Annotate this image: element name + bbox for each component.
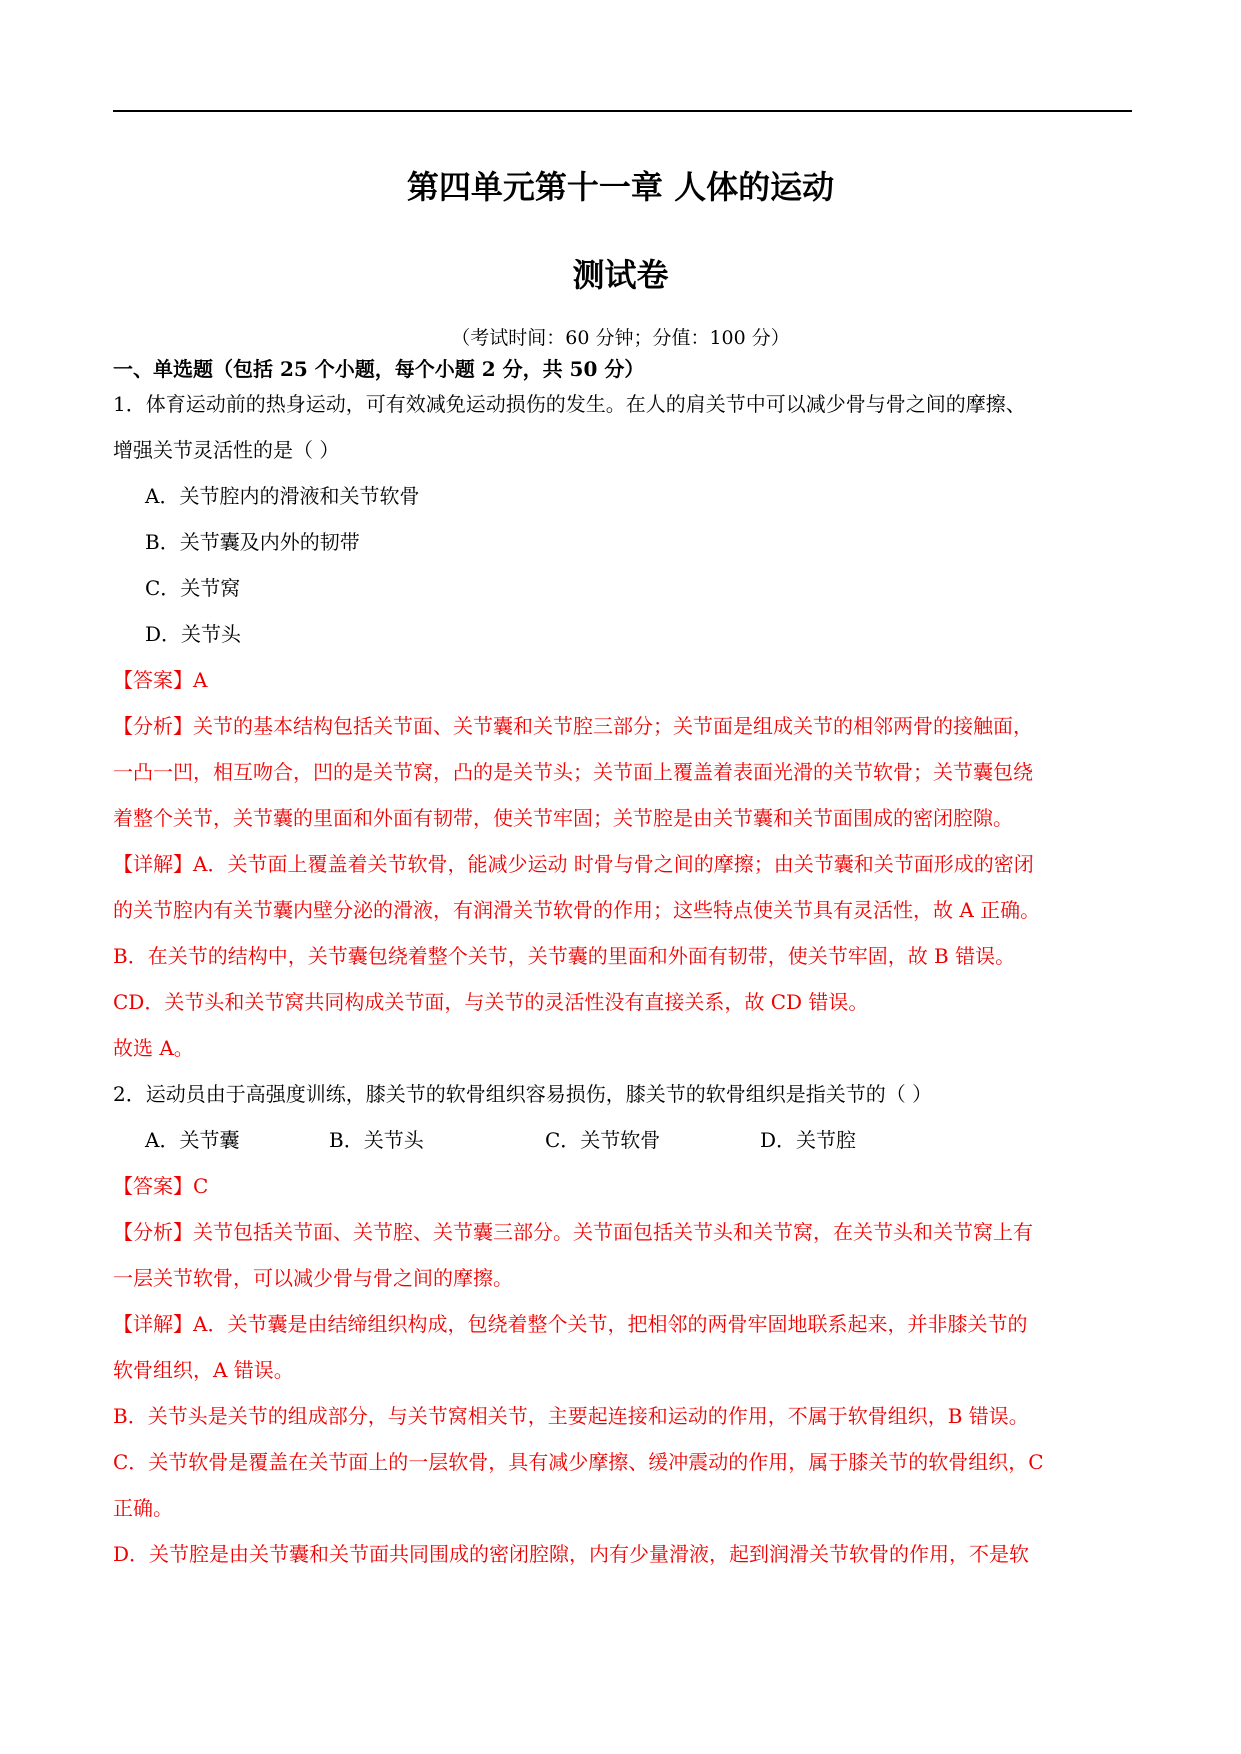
q1-analysis-line: 着整个关节，关节囊的里面和外面有韧带，使关节牢固；关节腔是由关节囊和关节面围成的密闭腔隙。 [113,806,1013,830]
q1-option-a: A．关节腔内的滑液和关节软骨 [145,484,420,508]
q2-stem: 2．运动员由于高强度训练，膝关节的软骨组织容易损伤，膝关节的软骨组织是指关节的（ ） [113,1082,933,1106]
page-subtitle: 测试卷 [572,256,669,294]
q2-analysis-line: 【分析】关节包括关节面、关节腔、关节囊三部分。关节面包括关节头和关节窝，在关节头和关节窝上有 [113,1220,1033,1244]
q1-stem-line2: 增强关节灵活性的是（ ） [113,438,340,462]
q2-detail-line: B．关节头是关节的组成部分，与关节窝相关节，主要起连接和运动的作用，不属于软骨组织，B 错误。 [113,1404,1029,1428]
page-title: 第四单元第十一章 人体的运动 [406,168,835,206]
q1-stem-line1: 1．体育运动前的热身运动，可有效减免运动损伤的发生。在人的肩关节中可以减少骨与骨之间的摩擦、 [113,392,1026,416]
q1-detail-line: 【详解】A．关节面上覆盖着关节软骨，能减少运动 时骨与骨之间的摩擦；由关节囊和关节面形成的密闭 [113,852,1034,876]
q2-option-c: C．关节软骨 [545,1128,661,1152]
q1-detail-line: B．在关节的结构中，关节囊包绕着整个关节，关节囊的里面和外面有韧带，使关节牢固，故 B 错误。 [113,944,1016,968]
exam-info: （考试时间：60 分钟；分值：100 分） [451,327,790,349]
q2-answer: 【答案】C [113,1174,209,1198]
section-heading: 一、单选题（包括 25 个小题，每个小题 2 分，共 50 分） [113,357,645,381]
q2-option-a: A．关节囊 [145,1128,240,1152]
q2-detail-line: 软骨组织，A 错误。 [113,1358,294,1382]
q1-answer: 【答案】A [113,668,208,692]
q2-detail-line: 正确。 [113,1496,173,1520]
q1-analysis-line: 【分析】关节的基本结构包括关节面、关节囊和关节腔三部分；关节面是组成关节的相邻两骨的接触面， [113,714,1033,738]
q2-detail-line: C．关节软骨是覆盖在关节面上的一层软骨，具有减少摩擦、缓冲震动的作用，属于膝关节的软骨组织，C [113,1450,1044,1474]
q1-option-c: C．关节窝 [145,576,241,600]
q2-detail-line: 【详解】A．关节囊是由结缔组织构成，包绕着整个关节，把相邻的两骨牢固地联系起来，并非膝关节的 [113,1312,1028,1336]
q2-option-b: B．关节头 [329,1128,424,1152]
q1-conclusion: 故选 A。 [113,1036,194,1060]
q1-detail-line: 的关节腔内有关节囊内壁分泌的滑液，有润滑关节软骨的作用；这些特点使关节具有灵活性，故 A 正确。 [113,898,1041,922]
q1-analysis-line: 一凸一凹，相互吻合，凹的是关节窝，凸的是关节头；关节面上覆盖着表面光滑的关节软骨；关节囊包绕 [113,760,1033,784]
header-rule [113,110,1132,112]
q2-detail-line: D．关节腔是由关节囊和关节面共同围成的密闭腔隙，内有少量滑液，起到润滑关节软骨的作用，不是软 [113,1542,1030,1566]
q2-option-d: D．关节腔 [760,1128,857,1152]
q1-option-b: B．关节囊及内外的韧带 [145,530,360,554]
q2-analysis-line: 一层关节软骨，可以减少骨与骨之间的摩擦。 [113,1266,513,1290]
q1-option-d: D．关节头 [145,622,242,646]
q1-detail-line: CD．关节头和关节窝共同构成关节面，与关节的灵活性没有直接关系，故 CD 错误。 [113,990,869,1014]
